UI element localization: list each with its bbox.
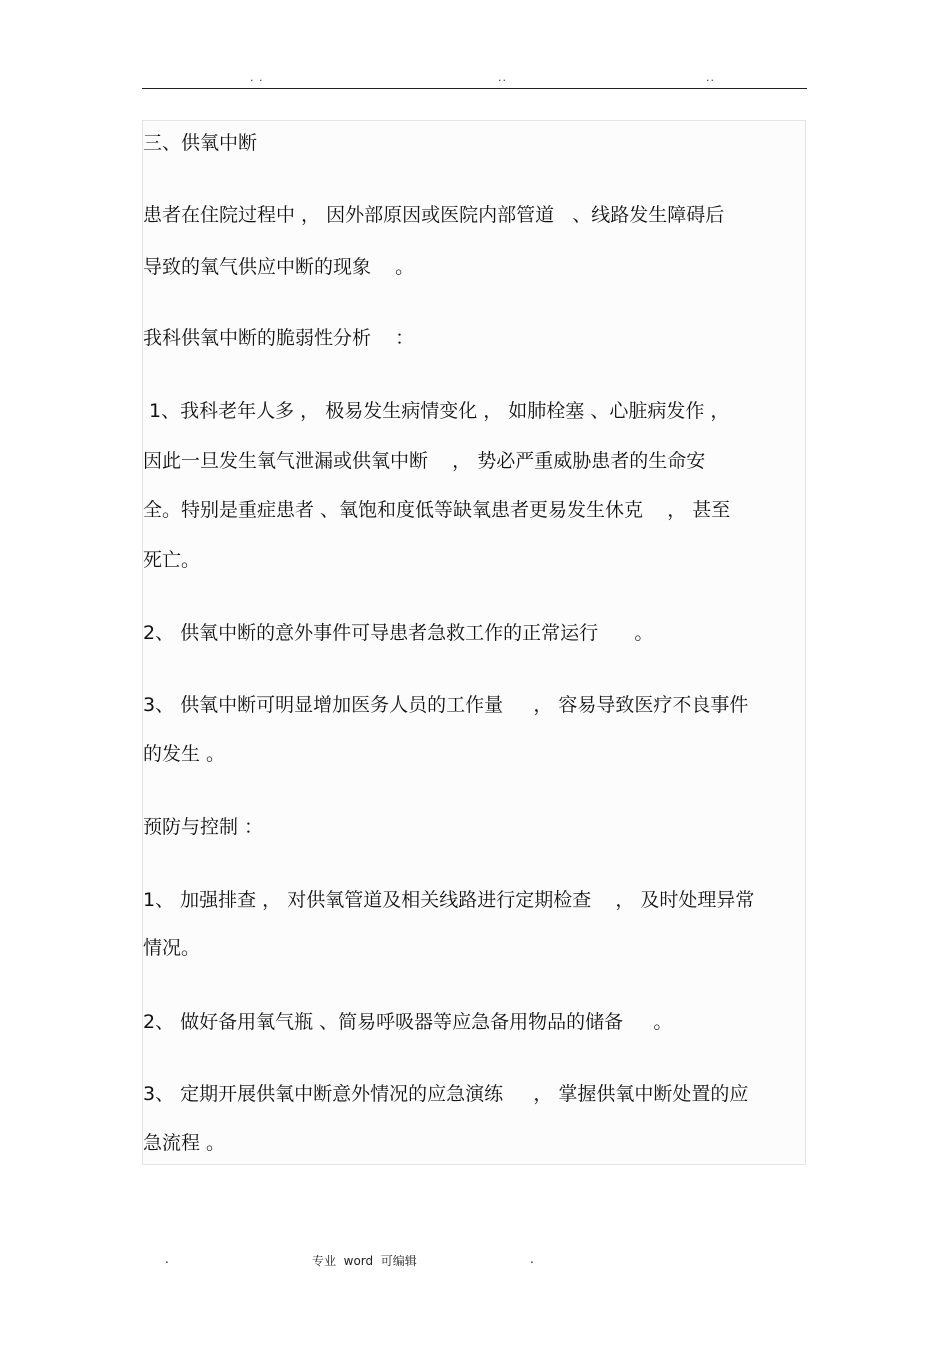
paragraph-line: 情况。: [143, 937, 201, 959]
paragraph-line: 2、 做好备用氧气瓶 、简易呼吸器等应急备用物品的储备 。: [143, 1011, 673, 1033]
paragraph-line: 死亡。: [143, 549, 201, 571]
paragraph-line: 3、 定期开展供氧中断意外情况的应急演练 ， 掌握供氧中断处置的应: [143, 1083, 749, 1105]
section-title: 三、供氧中断: [143, 132, 258, 154]
footer-text: 专业 word 可编辑: [312, 1254, 417, 1268]
subsection-heading: 我科供氧中断的脆弱性分析 ：: [143, 327, 415, 349]
header-rule: [142, 88, 807, 89]
paragraph-line: 1、 加强排查 ， 对供氧管道及相关线路进行定期检查 ， 及时处理异常: [143, 889, 755, 911]
header-dots-right: ··: [706, 74, 715, 87]
paragraph-line: 导致的氧气供应中断的现象 。: [143, 256, 415, 278]
paragraph-line: 全。特别是重症患者 、氧饱和度低等缺氧患者更易发生休克 ， 甚至: [143, 499, 731, 521]
paragraph-line: 1、我科老年人多 ， 极易发生病情变化 ， 如肺栓塞 、心脏病发作 ，: [143, 400, 730, 422]
paragraph-line: 急流程 。: [143, 1132, 226, 1154]
footer-dot-left: .: [165, 1252, 169, 1266]
paragraph-line: 患者在住院过程中 ， 因外部原因或医院内部管道 、线路发生障碍后: [143, 204, 725, 226]
paragraph-line: 的发生 。: [143, 743, 226, 765]
paragraph-line: 3、 供氧中断可明显增加医务人员的工作量 ， 容易导致医疗不良事件: [143, 694, 749, 716]
footer-dot-right: .: [530, 1252, 534, 1266]
header-dots-left: · ·: [250, 74, 264, 87]
paragraph-line: 因此一旦发生氧气泄漏或供氧中断 ， 势必严重威胁患者的生命安: [143, 450, 706, 472]
subsection-heading: 预防与控制 ：: [143, 816, 264, 838]
header-dots-mid: ··: [498, 74, 507, 87]
paragraph-line: 2、 供氧中断的意外事件可导患者急救工作的正常运行 。: [143, 622, 654, 644]
